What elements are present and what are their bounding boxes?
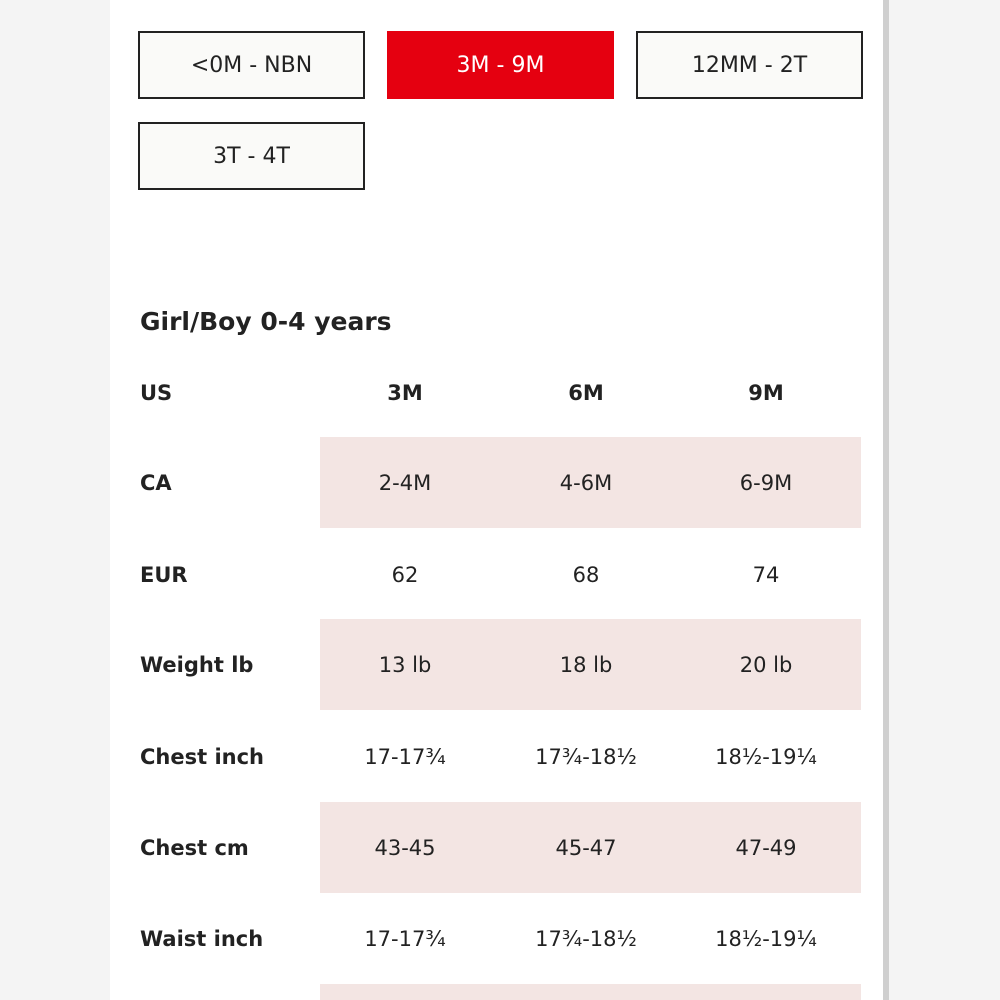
table-cell: 9M (748, 380, 784, 405)
table-cell: 18 lb (559, 652, 613, 677)
table-row-chest-cm (0, 802, 1000, 893)
size-range-button-3m-9m[interactable]: 3M - 9M (387, 31, 614, 99)
row-label: EUR (140, 562, 188, 587)
table-cell: 13 lb (378, 652, 432, 677)
table-cell: 4-6M (559, 470, 613, 495)
table-cell: 2-4M (378, 470, 432, 495)
table-cell: 17¾-18½ (535, 744, 637, 769)
row-label: CA (140, 470, 172, 495)
table-cell: 43-45 (374, 835, 436, 860)
table-cell: 20 lb (739, 652, 793, 677)
size-range-button-newborn[interactable]: <0M - NBN (138, 31, 365, 99)
table-cell: 18½-19¼ (715, 926, 817, 951)
size-range-button-3t-4t[interactable]: 3T - 4T (138, 122, 365, 190)
size-range-button-12m-2t[interactable]: 12MM - 2T (636, 31, 863, 99)
table-row-waist-inch (0, 893, 1000, 984)
table-cell: 18½-19¼ (715, 744, 817, 769)
table-row-us (0, 347, 1000, 438)
table-cell: 6M (568, 380, 604, 405)
table-row-weight-lb (0, 619, 1000, 710)
row-label: Weight lb (140, 652, 254, 677)
table-row-eur (0, 529, 1000, 620)
table-cell: 74 (752, 562, 780, 587)
row-background (320, 984, 861, 1000)
size-table-title: Girl/Boy 0-4 years (140, 307, 392, 336)
row-label: Waist inch (140, 926, 264, 951)
table-cell: 62 (391, 562, 419, 587)
table-cell: 68 (572, 562, 600, 587)
table-row-partial (0, 984, 1000, 1000)
table-cell: 17-17¾ (364, 744, 446, 769)
table-row-ca (0, 437, 1000, 528)
table-cell: 3M (387, 380, 423, 405)
table-cell: 6-9M (739, 470, 793, 495)
table-row-chest-inch (0, 711, 1000, 802)
table-cell: 17¾-18½ (535, 926, 637, 951)
table-cell: 45-47 (555, 835, 617, 860)
table-cell: 17-17¾ (364, 926, 446, 951)
table-cell: 47-49 (735, 835, 797, 860)
row-label: US (140, 380, 173, 405)
row-label: Chest cm (140, 835, 249, 860)
row-label: Chest inch (140, 744, 265, 769)
